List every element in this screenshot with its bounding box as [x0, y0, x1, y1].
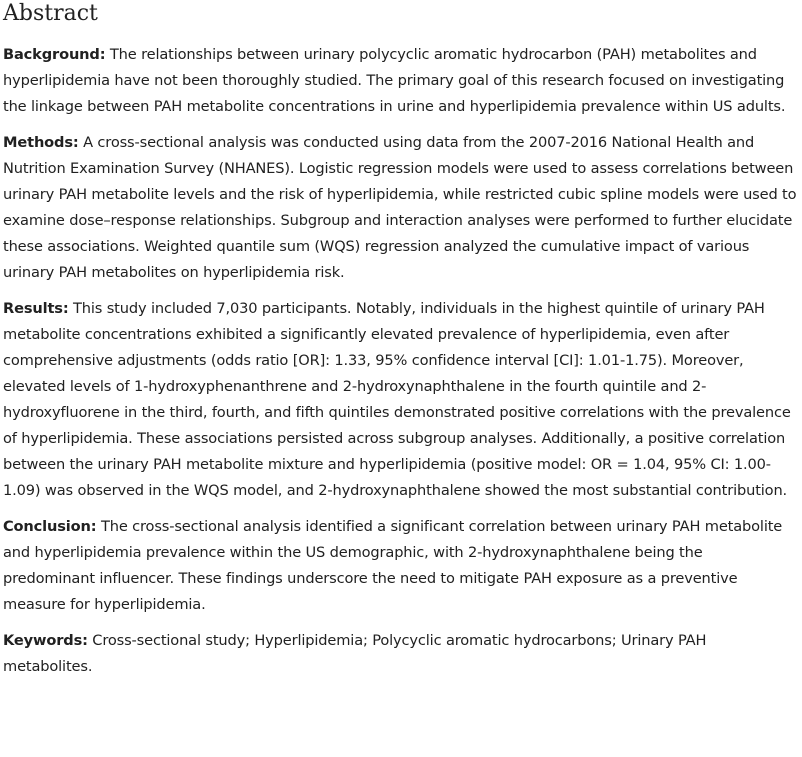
section-label: Background:	[3, 46, 106, 63]
section-text: Cross-sectional study; Hyperlipidemia; Polycyclic aromatic hydrocarbons; Urinary PAH metabolites.	[3, 632, 707, 675]
abstract-heading: Abstract	[3, 1, 98, 26]
abstract-section-conclusion	[3, 514, 798, 618]
section-label: Methods:	[3, 134, 79, 151]
section-label: Results:	[3, 300, 69, 317]
section-label: Keywords:	[3, 632, 88, 649]
abstract-section-keywords	[3, 628, 798, 680]
abstract-section-methods	[3, 130, 798, 286]
section-text: This study included 7,030 participants. Notably, individuals in the highest quintile of urinary PAH metabolite concentrations exhibited a significantly elevated prevalence of hyperlipidemia, even after comprehensive adjustments (odds ratio [OR]: 1.33, 95% confidence interval [CI]: 1.01-1.75). Moreover, elevated levels of 1-hydroxyphenanthrene and 2-hydroxynaphthalene in the fourth quintile and 2-hydroxyfluorene in the third, fourth, and fifth quintiles demonstrated positive correlations with the prevalence of hyperlipidemia. These associations persisted across subgroup analyses. Additionally, a positive correlation between the urinary PAH metabolite mixture and hyperlipidemia (positive model: OR = 1.04, 95% CI: 1.00-1.09) was observed in the WQS model, and 2-hydroxynaphthalene showed the most substantial contribution.	[3, 300, 791, 499]
section-label: Conclusion:	[3, 518, 97, 535]
abstract-section-background	[3, 42, 798, 120]
section-text: A cross-sectional analysis was conducted using data from the 2007-2016 National Health and Nutrition Examination Survey (NHANES). Logistic regression models were used to assess correlations between urinary PAH metabolite levels and the risk of hyperlipidemia, while restricted cubic spline models were used to examine dose–response relationships. Subgroup and interaction analyses were performed to further elucidate these associations. Weighted quantile sum (WQS) regression analyzed the cumulative impact of various urinary PAH metabolites on hyperlipidemia risk.	[3, 134, 797, 281]
section-text: The relationships between urinary polycyclic aromatic hydrocarbon (PAH) metabolites and hyperlipidemia have not been thoroughly studied. The primary goal of this research focused on investigating the linkage between PAH metabolite concentrations in urine and hyperlipidemia prevalence within US adults.	[3, 46, 786, 115]
section-text: The cross-sectional analysis identified a significant correlation between urinary PAH metabolite and hyperlipidemia prevalence within the US demographic, with 2-hydroxynaphthalene being the predominant influencer. These findings underscore the need to mitigate PAH exposure as a preventive measure for hyperlipidemia.	[3, 518, 783, 613]
abstract-section-results	[3, 296, 798, 504]
